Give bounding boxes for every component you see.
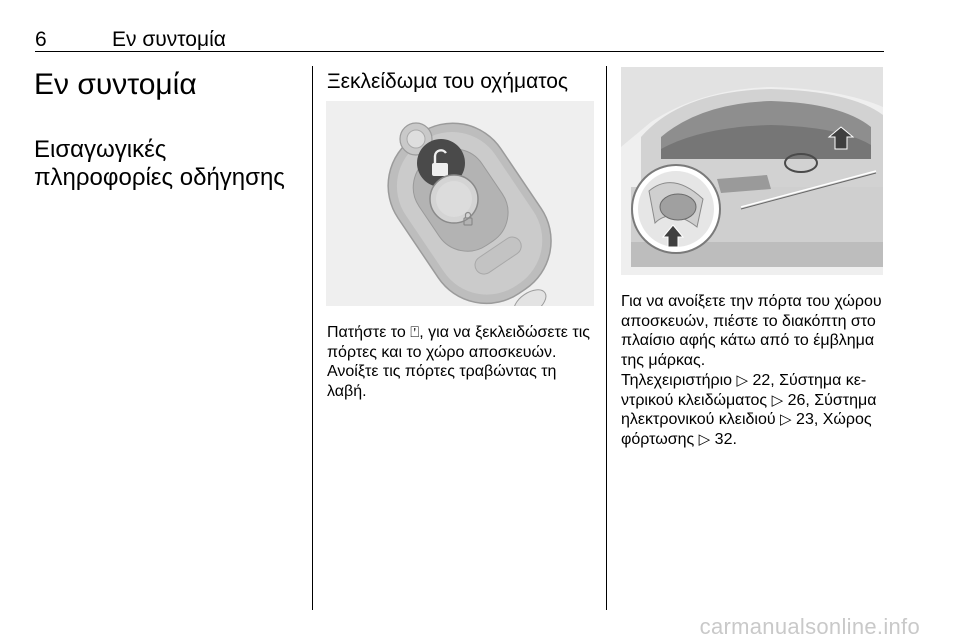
ref-electronic-key-page: 23, Χώρος bbox=[791, 411, 872, 428]
instruction-line-4: λαβή. bbox=[327, 382, 367, 400]
tailgate-instructions bbox=[621, 292, 882, 370]
page-reference-arrow-icon: ▷ bbox=[698, 430, 711, 448]
section-subheading bbox=[34, 136, 314, 192]
watermark: carmanualsonline.info bbox=[699, 614, 920, 639]
key-fob-illustration bbox=[326, 101, 594, 306]
unlock-instructions bbox=[327, 323, 590, 401]
tailgate-line-1: Για να ανοίξετε την πόρτα του χώρου bbox=[621, 293, 882, 310]
header-rule bbox=[35, 51, 884, 52]
ref-remote-control-label: Τηλεχειριστήριο bbox=[621, 372, 737, 389]
tailgate-line-3: πλαίσιο αφής κάτω από το έμβλημα bbox=[621, 332, 875, 349]
cross-references bbox=[621, 371, 876, 449]
unlock-padlock-icon: ⍞ bbox=[410, 324, 420, 341]
ref-central-locking-page: 26, Σύστημα bbox=[783, 391, 877, 409]
page-reference-arrow-icon: ▷ bbox=[780, 411, 792, 428]
page-reference-arrow-icon: ▷ bbox=[736, 372, 749, 389]
unlock-section-title: Ξεκλείδωμα του οχήματος bbox=[327, 70, 569, 93]
subheading-line-1: Εισαγωγικές bbox=[34, 136, 167, 163]
instruction-line-3: Ανοίξτε τις πόρτες τραβώντας τη bbox=[327, 363, 557, 380]
instruction-text-rest: , για να ξεκλειδώσετε τις bbox=[419, 324, 590, 341]
instruction-text-start: Πατήστε το bbox=[327, 324, 411, 341]
ref-load-compartment-page: 32. bbox=[710, 430, 737, 448]
header-page-number: 6 bbox=[35, 28, 47, 51]
header-section-title: Εν συντομία bbox=[112, 28, 226, 51]
page-reference-arrow-icon: ▷ bbox=[771, 391, 784, 409]
tailgate-line-2: αποσκευών, πιέστε το διακόπτη στο bbox=[621, 312, 876, 330]
instruction-line-2: πόρτες και το χώρο αποσκευών. bbox=[327, 343, 557, 361]
tailgate-switch-illustration bbox=[621, 67, 883, 275]
chapter-heading: Εν συντομία bbox=[34, 68, 197, 101]
column-divider-right bbox=[606, 66, 607, 610]
tailgate-line-4: της μάρκας. bbox=[621, 351, 706, 369]
ref-load-compartment-label: φόρτωσης bbox=[621, 430, 699, 448]
ref-electronic-key-label: ηλεκτρονικού κλειδιού bbox=[621, 411, 781, 428]
subheading-line-2: πληροφορίες οδήγησης bbox=[34, 164, 285, 191]
ref-remote-control-page: 22, Σύστημα κε- bbox=[748, 372, 867, 389]
ref-central-locking-label: ντρικού κλειδώματος bbox=[621, 391, 772, 409]
